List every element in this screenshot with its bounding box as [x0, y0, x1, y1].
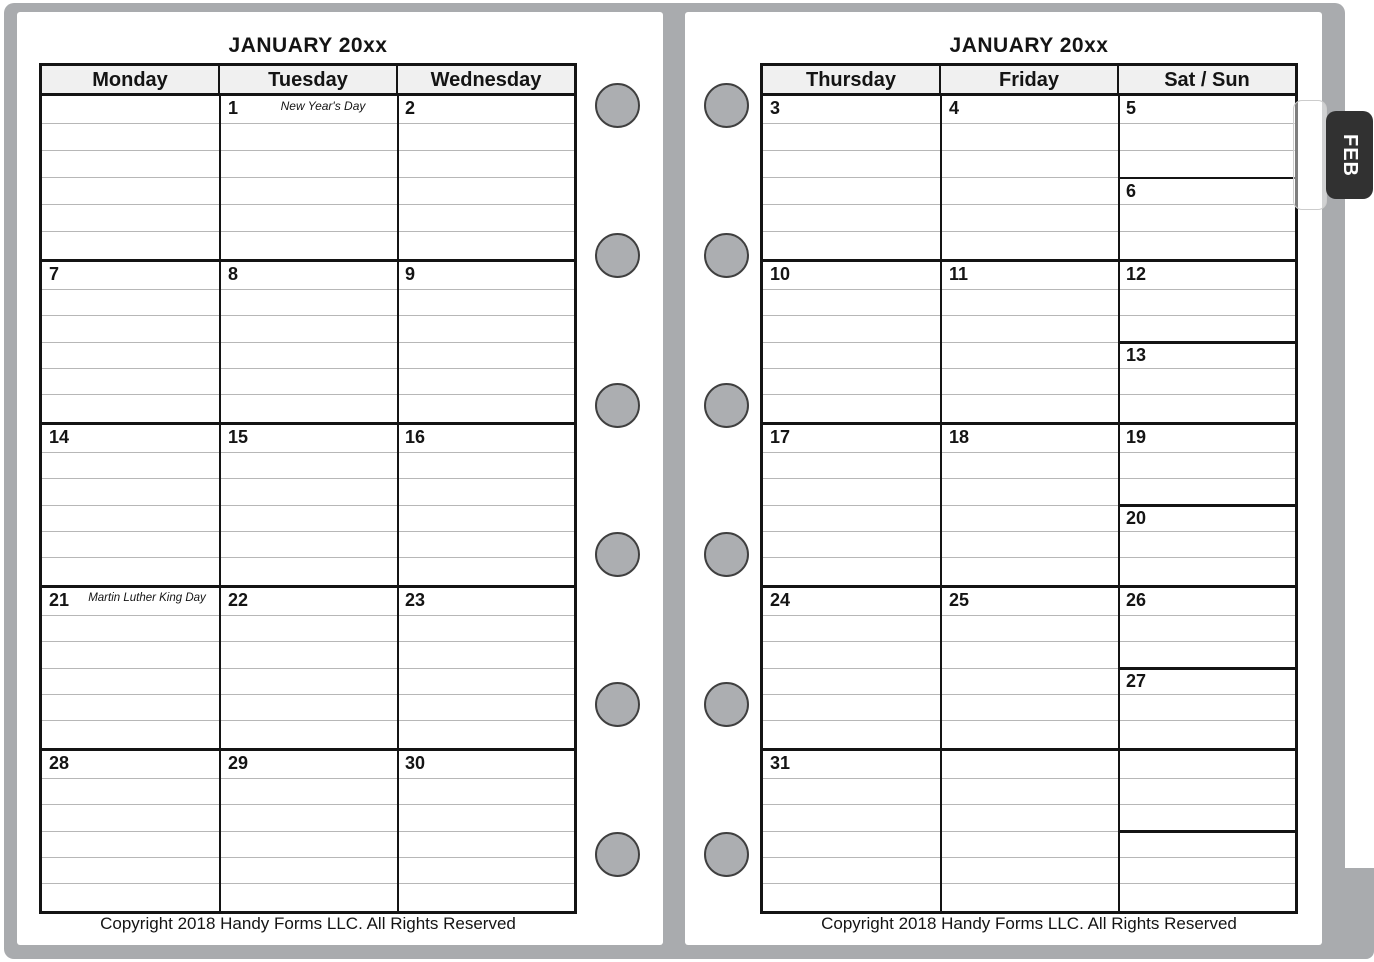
- column-divider: [219, 96, 221, 911]
- satsun-divider: [1118, 504, 1295, 507]
- binder-hole: [595, 233, 640, 278]
- date-5: 5: [1126, 98, 1137, 118]
- column-divider: [940, 96, 942, 911]
- calendar-grid-right: [760, 63, 1298, 914]
- column-divider: [397, 96, 399, 911]
- right-page: [685, 12, 1322, 945]
- date-13: 13: [1126, 345, 1147, 365]
- satsun-divider: [1118, 341, 1295, 344]
- copyright-text: Copyright 2018 Handy Forms LLC. All Rights Reserved: [821, 914, 1237, 933]
- day-header-row: [763, 66, 1295, 96]
- binder-cover-edge: [1335, 868, 1374, 959]
- left-page: [17, 12, 663, 945]
- feb-tab-label: FEB: [1339, 133, 1361, 177]
- week-row-4: [763, 585, 1295, 748]
- week-row-5: [42, 748, 574, 911]
- calendar-grid-left: [39, 63, 577, 914]
- date-4: 4: [949, 98, 960, 118]
- week-row-1: [42, 96, 574, 259]
- date-19: 19: [1126, 427, 1147, 447]
- date-29: 29: [228, 753, 249, 773]
- date-11: 11: [949, 264, 969, 284]
- binder-hole: [595, 383, 640, 428]
- page-title: JANUARY 20xx: [228, 34, 388, 57]
- date-6: 6: [1126, 180, 1137, 201]
- feb-tab-clip: [1293, 100, 1327, 210]
- feb-month-tab[interactable]: [1326, 111, 1373, 199]
- date-14: 14: [49, 427, 70, 447]
- date-20: 20: [1126, 508, 1147, 528]
- week-row-5: [763, 748, 1295, 911]
- date-3: 3: [770, 98, 781, 118]
- binder-hole: [595, 532, 640, 577]
- date-9: 9: [405, 264, 416, 284]
- date-23: 23: [405, 590, 426, 610]
- satsun-divider: [1118, 177, 1295, 180]
- week-row-3: [42, 422, 574, 585]
- binder-hole: [704, 832, 749, 877]
- date-26: 26: [1126, 590, 1147, 610]
- calendar-body: [42, 96, 574, 911]
- week-row-2: [763, 259, 1295, 422]
- binder-hole: [704, 682, 749, 727]
- day-header-tuesday: Tuesday: [218, 66, 396, 93]
- date-1: 1: [228, 98, 239, 118]
- date-25: 25: [949, 590, 970, 610]
- binder-hole: [704, 233, 749, 278]
- week-row-2: [42, 259, 574, 422]
- date-2: 2: [405, 98, 416, 118]
- day-header-satsun: Sat / Sun: [1117, 66, 1295, 93]
- date-22: 22: [228, 590, 249, 610]
- date-12: 12: [1126, 264, 1147, 284]
- date-31: 31: [770, 753, 791, 773]
- satsun-divider: [1118, 667, 1295, 670]
- day-header-thursday: Thursday: [805, 69, 897, 91]
- date-15: 15: [228, 427, 249, 447]
- date-7: 7: [49, 264, 60, 284]
- holiday-new-years-day: New Year's Day: [280, 99, 366, 113]
- calendar-body: [763, 96, 1295, 911]
- date-8: 8: [228, 264, 239, 284]
- holiday-mlk-day: Martin Luther King Day: [88, 592, 206, 604]
- week-row-1: [763, 96, 1295, 259]
- binder-hole: [704, 532, 749, 577]
- day-header-friday: Friday: [939, 66, 1117, 93]
- date-17: 17: [770, 427, 791, 447]
- date-18: 18: [949, 427, 970, 447]
- date-24: 24: [770, 590, 791, 610]
- day-header-row: [42, 66, 574, 96]
- binder-hole: [704, 383, 749, 428]
- date-30: 30: [405, 753, 426, 773]
- week-row-4: [42, 585, 574, 748]
- binder-hole: [704, 83, 749, 128]
- date-21: 21: [49, 590, 70, 610]
- week-row-3: [763, 422, 1295, 585]
- copyright-text: Copyright 2018 Handy Forms LLC. All Rights Reserved: [100, 914, 516, 933]
- satsun-divider: [1118, 830, 1295, 833]
- binder-hole: [595, 832, 640, 877]
- page-title: JANUARY 20xx: [949, 34, 1109, 57]
- date-16: 16: [405, 427, 426, 447]
- date-10: 10: [770, 264, 791, 284]
- date-28: 28: [49, 753, 70, 773]
- binder-hole: [595, 682, 640, 727]
- binder-hole: [595, 83, 640, 128]
- day-header-wednesday: Wednesday: [396, 66, 574, 93]
- date-27: 27: [1126, 671, 1147, 691]
- day-header-monday: Monday: [92, 69, 168, 91]
